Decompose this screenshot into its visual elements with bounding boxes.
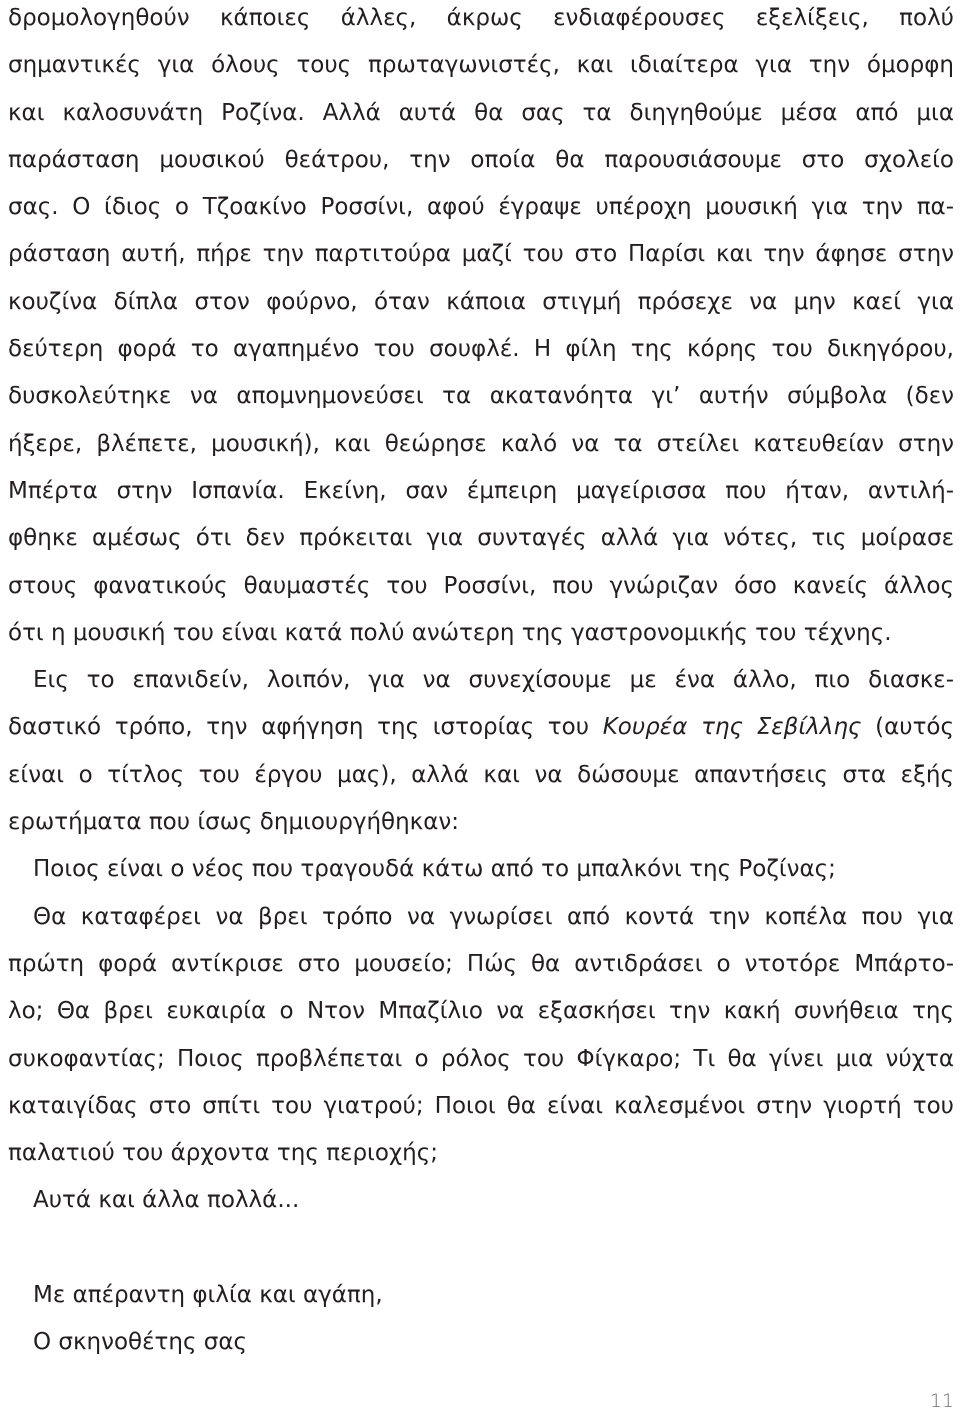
paragraph-3 [8, 894, 954, 1178]
closing-greeting: Με απέραντη φιλία και αγάπη, [33, 1281, 383, 1308]
text-line: Αυτά και άλλα πολλά... [33, 1187, 300, 1214]
text-line: Μπέρτα στην Ισπανία. Εκείνη, σαν έμπειρη μαγείρισσα που ήταν, αντιλή- [8, 477, 954, 504]
text-segment: (αυτός [861, 714, 954, 741]
text-line: ερωτήματα που ίσως δημιουργήθηκαν: [8, 809, 459, 836]
page-number: 11 [929, 1390, 954, 1412]
text-line: δυσκολεύτηκε να απομνημονεύσει τα ακατανόητα γι’ αυτήν σύμβολα (δεν [8, 383, 954, 410]
text-line: φθηκε αμέσως ότι δεν πρόκειται για συνταγές αλλά για νότες, τις μοίρασε [8, 525, 954, 552]
work-title: Κουρέα της Σεβίλλης [602, 714, 862, 741]
document-page [8, 0, 954, 1366]
text-line: και καλοσυνάτη Ροζίνα. Αλλά αυτά θα σας τα διηγηθούμε μέσα από μια [8, 99, 954, 126]
paragraph-1 [8, 0, 954, 657]
text-line [8, 704, 954, 751]
text-line: Θα καταφέρει να βρει τρόπο να γνωρίσει από κοντά την κοπέλα που για [33, 903, 954, 930]
text-line: παράσταση μουσικού θεάτρου, την οποία θα παρουσιάσουμε στο σχολείο [8, 146, 954, 173]
blank-line [8, 1225, 954, 1272]
text-line: ήξερε, βλέπετε, μουσική), και θεώρησε καλό να τα στείλει κατευθείαν στην [8, 430, 954, 457]
text-line: συκοφαντίας; Ποιος προβλέπεται ο ρόλος του Φίγκαρο; Τι θα γίνει μια νύχτα [8, 1045, 954, 1072]
question-1 [8, 846, 954, 893]
text-line: δρομολογηθούν κάποιες άλλες, άκρως ενδιαφέρουσες εξελίξεις, πολύ [8, 5, 954, 31]
text-line: πρώτη φορά αντίκρισε στο μουσείο; Πώς θα αντιδράσει ο ντοτόρε Μπάρτο- [8, 950, 954, 977]
text-line: σας. Ο ίδιος ο Τζοακίνο Ροσσίνι, αφού έγραψε υπέροχη μουσική για την πα- [8, 194, 954, 221]
closing-signature: Ο σκηνοθέτης σας [33, 1329, 248, 1356]
paragraph-2 [8, 657, 954, 846]
text-segment: δαστικό τρόπο, την αφήγηση της ιστορίας του [8, 714, 603, 741]
text-line: παλατιού του άρχοντα της περιοχής; [8, 1140, 439, 1167]
text-line: σημαντικές για όλους τους πρωταγωνιστές, και ιδιαίτερα για την όμορφη [8, 52, 954, 79]
text-line: Ποιος είναι ο νέος που τραγουδά κάτω από το μπαλκόνι της Ροζίνας; [33, 856, 836, 883]
text-line: δεύτερη φορά το αγαπημένο του σουφλέ. Η φίλη της κόρης του δικηγόρου, [8, 336, 954, 363]
text-line: κουζίνα δίπλα στον φούρνο, όταν κάποια στιγμή πρόσεχε να μην καεί για [8, 288, 954, 315]
text-line: ότι η μουσική του είναι κατά πολύ ανώτερη της γαστρονομικής του τέχνης. [8, 619, 892, 646]
text-line: λο; Θα βρει ευκαιρία ο Ντον Μπαζίλιο να εξασκήσει την κακή συνήθεια της [8, 998, 954, 1025]
more-line [8, 1177, 954, 1224]
text-line: Εις το επανιδείν, λοιπόν, για να συνεχίσουμε με ένα άλλο, πιο διασκε- [33, 667, 954, 694]
text-line: είναι ο τίτλος του έργου μας), αλλά και να δώσουμε απαντήσεις στα εξής [8, 761, 954, 788]
text-line: ράσταση αυτή, πήρε την παρτιτούρα μαζί του στο Παρίσι και την άφησε στην [8, 241, 954, 268]
text-line: στους φανατικούς θαυμαστές του Ροσσίνι, που γνώριζαν όσο κανείς άλλος [8, 572, 954, 599]
text-line: καταιγίδας στο σπίτι του γιατρού; Ποιοι θα είναι καλεσμένοι στην γιορτή του [8, 1092, 954, 1119]
